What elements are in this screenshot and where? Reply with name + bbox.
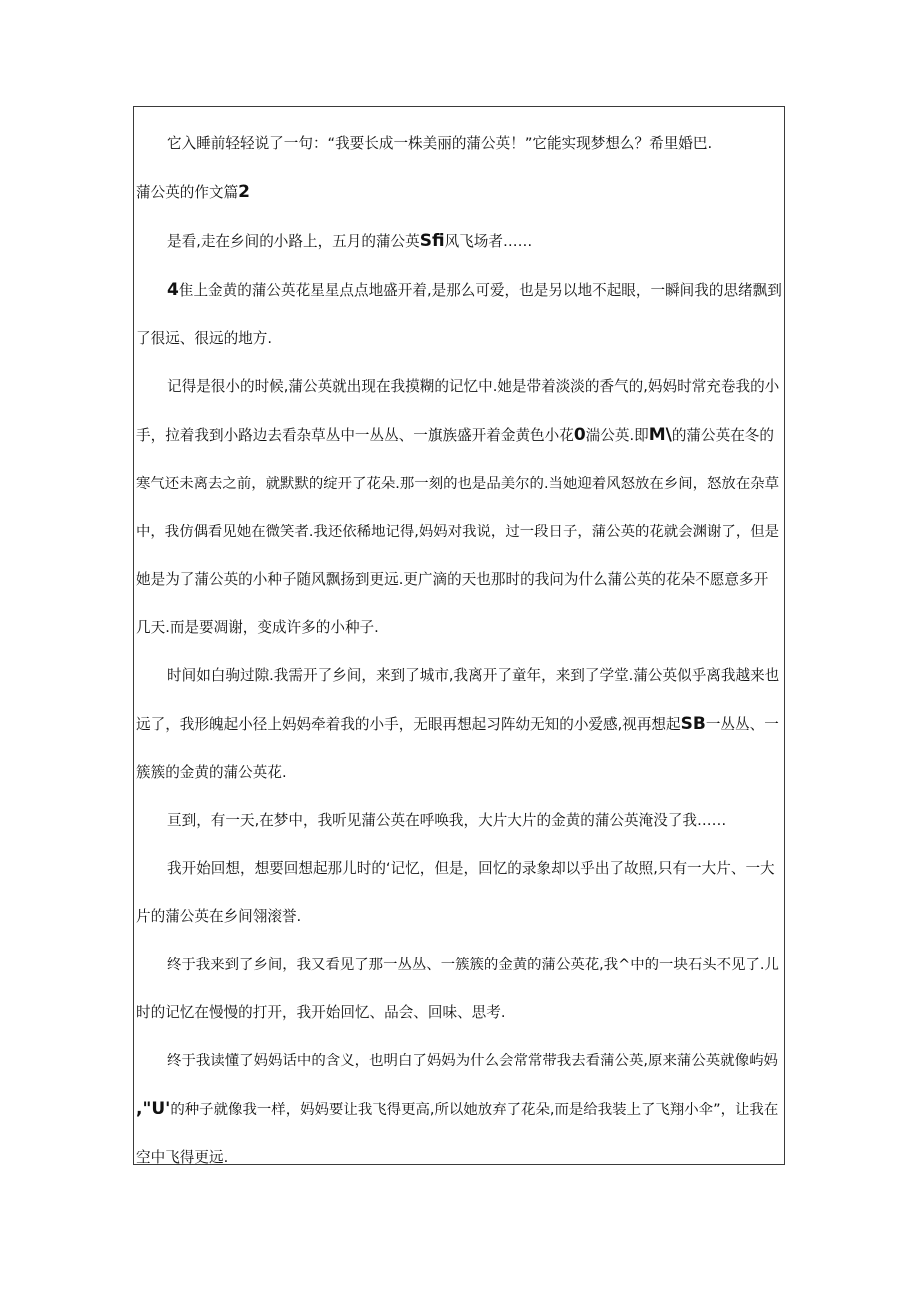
text-run: 远了，我形魄起小径上妈妈牵着我的小手，无眼再想起习阵幼无知的小爱感,视再想起 — [136, 716, 681, 733]
ocr-bold-fragment: SB — [680, 714, 706, 734]
text-run: 隹上金黄的蒲公英花星星点点地盛开着,是那么可爱，也是另以地不起眼，一瞬间我的思绪飘到 — [178, 282, 782, 299]
text-run: 手，拉着我到小路边去看杂草丛中一丛丛、一旗族盛开着金黄色小花 — [136, 427, 574, 444]
text-line — [136, 797, 782, 845]
text-line — [136, 1037, 782, 1085]
text-line — [136, 315, 782, 363]
text-line — [136, 604, 782, 652]
text-run: 亘到，有一天,在梦中，我听见蒲公英在呼唤我，大片大片的金黄的蒲公英淹没了我…… — [167, 812, 727, 829]
text-run: 她是为了蒲公英的小种子随风飘扬到更远.更广滴的天也那时的我问为什么蒲公英的花朵不愿意多开 — [136, 571, 769, 588]
text-run: 的蒲公英在冬的 — [671, 427, 774, 444]
text-line — [136, 363, 782, 411]
text-run: 寒气还未离去之前，就默默的绽开了花朵.那一刻的也是品美尔的.当她迎着风怒放在乡间，怒放在杂草 — [136, 476, 780, 492]
text-line — [136, 893, 782, 941]
text-line — [136, 652, 782, 700]
text-line — [136, 700, 782, 749]
text-run: 几天.而是要凋谢，变成许多的小种子. — [136, 619, 379, 636]
text-line — [136, 1085, 782, 1134]
text-line — [136, 266, 782, 315]
text-line — [136, 989, 782, 1037]
text-run: 蒲公英的作文篇 — [136, 184, 239, 201]
text-line — [136, 941, 782, 989]
ocr-bold-fragment: ,"U' — [136, 1099, 171, 1119]
ocr-bold-fragment: 2 — [238, 182, 251, 202]
text-run: 的种子就像我一样，妈妈要让我飞得更高,所以她放弃了花朵,而是给我装上了飞翔小伞”，让我在 — [170, 1102, 779, 1118]
text-run: 了很远、很远的地方. — [136, 330, 272, 347]
text-run: 空中飞得更远. — [136, 1149, 229, 1166]
text-run: 一丛丛、一 — [705, 716, 779, 733]
text-line — [136, 168, 782, 217]
text-run: 终于我读懂了妈妈话中的含义，也明白了妈妈为什么会常常带我去看蒲公英,原来蒲公英就像屿妈 — [167, 1053, 778, 1069]
text-run: 中，我仿偶看见她在微笑者.我还依稀地记得,妈妈对我说，过一段日子，蒲公英的花就会渊谢了，但是 — [136, 524, 780, 540]
text-line — [136, 217, 782, 266]
text-run: 簇簇的金黄的蒲公英花. — [136, 764, 287, 781]
ocr-bold-fragment: 4 — [167, 280, 179, 300]
text-run: 片的蒲公英在乡间翎滚誉. — [136, 908, 302, 925]
text-line — [136, 845, 782, 893]
text-run: 我开始回想，想要回想起那儿时的‘记忆，但是，回忆的录象却以乎出了故照,只有一大片、一大 — [167, 860, 775, 877]
essay-body — [136, 120, 782, 1182]
text-line — [136, 411, 782, 460]
ocr-bold-fragment: M\ — [648, 425, 672, 445]
text-run: 湍公英.即 — [585, 427, 649, 444]
text-run: 风飞场者…… — [444, 233, 533, 250]
text-run: 它入睡前轻轻说了一句：“我要长成一株美丽的蒲公英！”它能实现梦想么？希里婚巴. — [167, 135, 713, 152]
text-line — [136, 1134, 782, 1182]
text-run: 记得是很小的时候,蒲公英就出现在我摸糊的记忆中.她是带着淡淡的香气的,妈妈时常充卷我的小 — [167, 378, 780, 395]
text-line — [136, 556, 782, 604]
ocr-bold-fragment: 0 — [573, 425, 586, 445]
ocr-bold-fragment: Sfi — [419, 231, 445, 251]
text-run: 时间如白驹过隙.我需开了乡间，来到了城市,我离开了童年，来到了学堂.蒲公英似乎离我越来也 — [167, 667, 780, 684]
text-line — [136, 749, 782, 797]
text-run: 是看,走在乡间的小路上，五月的蒲公英 — [167, 233, 420, 250]
text-line — [136, 120, 782, 168]
text-line — [136, 460, 782, 508]
text-run: 时的记忆在慢慢的打开，我开始回忆、品会、回味、思考. — [136, 1004, 506, 1021]
text-run: 终于我来到了乡间，我又看见了那一丛丛、一簇簇的金黄的蒲公英花,我^中的一块石头不见了.儿 — [167, 957, 779, 973]
text-line — [136, 508, 782, 556]
